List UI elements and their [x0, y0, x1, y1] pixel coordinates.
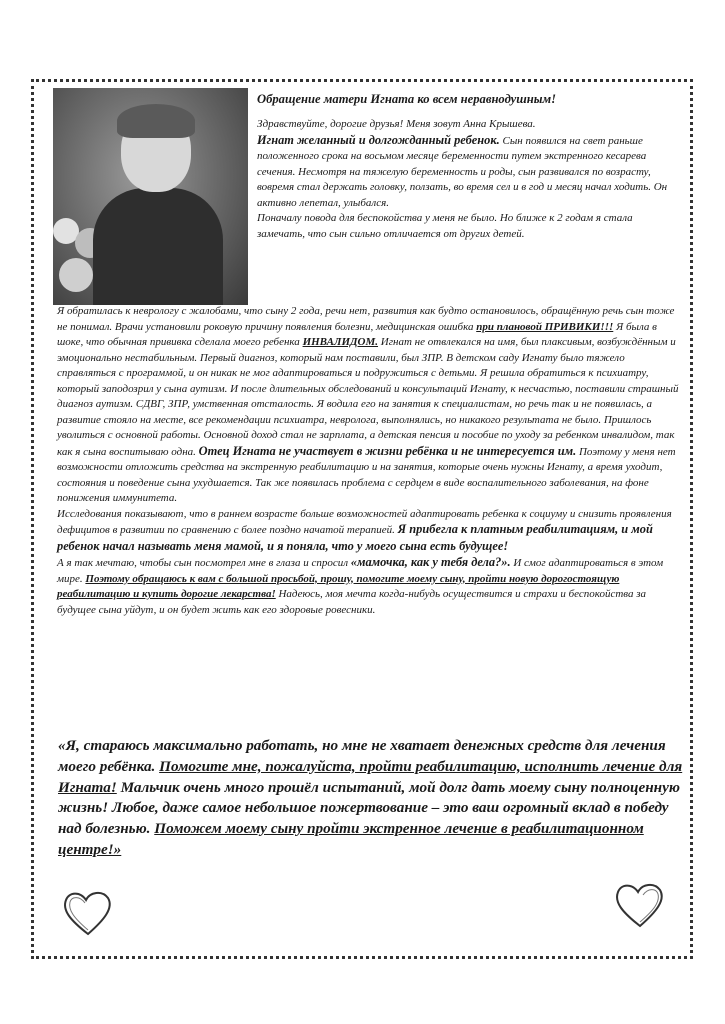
intro-bold: Игнат желанный и долгожданный ребенок.: [257, 132, 500, 147]
intro-paragraph: Игнат желанный и долгожданный ребенок. Сын появился на свет раньше положенного срока на восьмом месяце беременности путем экстренного кесарева сечения. Несмотря на тяжелую беременность и роды, сын развивался по возрасту, вовремя стал держать головку, ползать, во время сел и в год и месяц начал ходить. Он активно лепетал, улыбался.: [257, 132, 668, 209]
story-paragraph-3: А я так мечтаю, чтобы сын посмотрел мне в глаза и спросил «мамочка, как у тебя дела?». И смог адаптироваться в этом мире. Поэтому обращаюсь к вам с большой просьбой, прошу, помогите моему сыну, пройти новую дорогостоящую реабилитацию и купить дорогие лекарства! Надеюсь, моя мечта когда-нибудь осуществится и страхи и беспокойства за будущее сына уйдут, и он будет жить как его здоровые ровесники.: [57, 555, 664, 616]
child-photo: [53, 88, 248, 305]
intro-text: [257, 117, 682, 242]
heart-icon: [60, 888, 116, 938]
page-title: Обращение матери Игната ко всем неравнодушным!: [257, 92, 556, 106]
story-paragraph-2: Исследования показывают, что в раннем возрасте больше возможностей адаптировать ребенка к социуму и снизить проявления дефицитов в развитии по сравнению с более поздно начатой терапией. Я прибегла к платным реабилитациям, и мой ребенок начал называть меня мамой, и я поняла, что у моего сына есть будущее!: [57, 507, 672, 553]
intro-paragraph-2: Поначалу повода для беспокойства у меня не было. Но ближе к 2 годам я стала замечать, что сын сильно отличается от других детей.: [257, 212, 633, 240]
appeal-quote: «Я, стараюсь максимально работать, но мне не хватает денежных средств для лечения моего ребёнка. Помогите мне, пожалуйста, пройти реабилитацию, исполнить лечение для Игната! Мальчик очень много прошёл испытаний, мой долг дать моему сыну полноценную жизнь! Любое, даже самое небольшое пожертвование – это ваш огромный вклад в победу над болезнью. Поможем моему сыну пройти экстренное лечение в реабилитационном центре!»: [58, 737, 683, 858]
story-paragraph-1: Я обратилась к неврологу с жалобами, что сыну 2 года, речи нет, развития как будто остановилось, обращённую речь сын тоже не понимал. Врачи установили роковую причину появления болезни, медицинская ошибка при плановой ПРИВИКИ!!! Я была в шоке, что обычная прививка сделала моего ребенка ИНВАЛИДОМ. Игнат не отвлекался на имя, был плаксивым, возбуждённым и эмоционально нестабильным. Первый диагноз, который нам поставили, был ЗПР. В детском саду Игнату было тяжело справляться с программой, и он никак не мог адаптироваться и подружиться с детьми. Я решила обратиться к психиатру, который заподозрил у сына аутизм. И после длительных обследований и консультаций Игнату, к несчастью, поставили страшный диагноз аутизм. СДВГ, ЗПР, умственная отсталость. Я водила его на занятия к специалистам, но речь так и не появилась, а развитие стояло на месте, все рекомендации психиатра, невролога, выполнялись, но никакого результата не было. Пришлось уволиться с основной работы. Основной доход стал не зарплата, а детская пенсия и пособие по уходу за ребенком инвалидом, так как я сына воспитываю одна. Отец Игната не участвует в жизни ребёнка и не интересуется им. Поэтому у меня нет возможности отложить средства на экстренную реабилитацию и на занятия, которые очень нужны Игнату, а время уходит, состояния и поведение сына ухудшается. Так же появилась проблема с сердцем в виде воспалительного заболевания, на фоне понижения иммунитета.: [57, 305, 679, 504]
heart-icon: [612, 880, 668, 930]
story-text: [57, 304, 683, 618]
greeting: Здравствуйте, дорогие друзья! Меня зовут Анна Крышева.: [257, 118, 536, 130]
